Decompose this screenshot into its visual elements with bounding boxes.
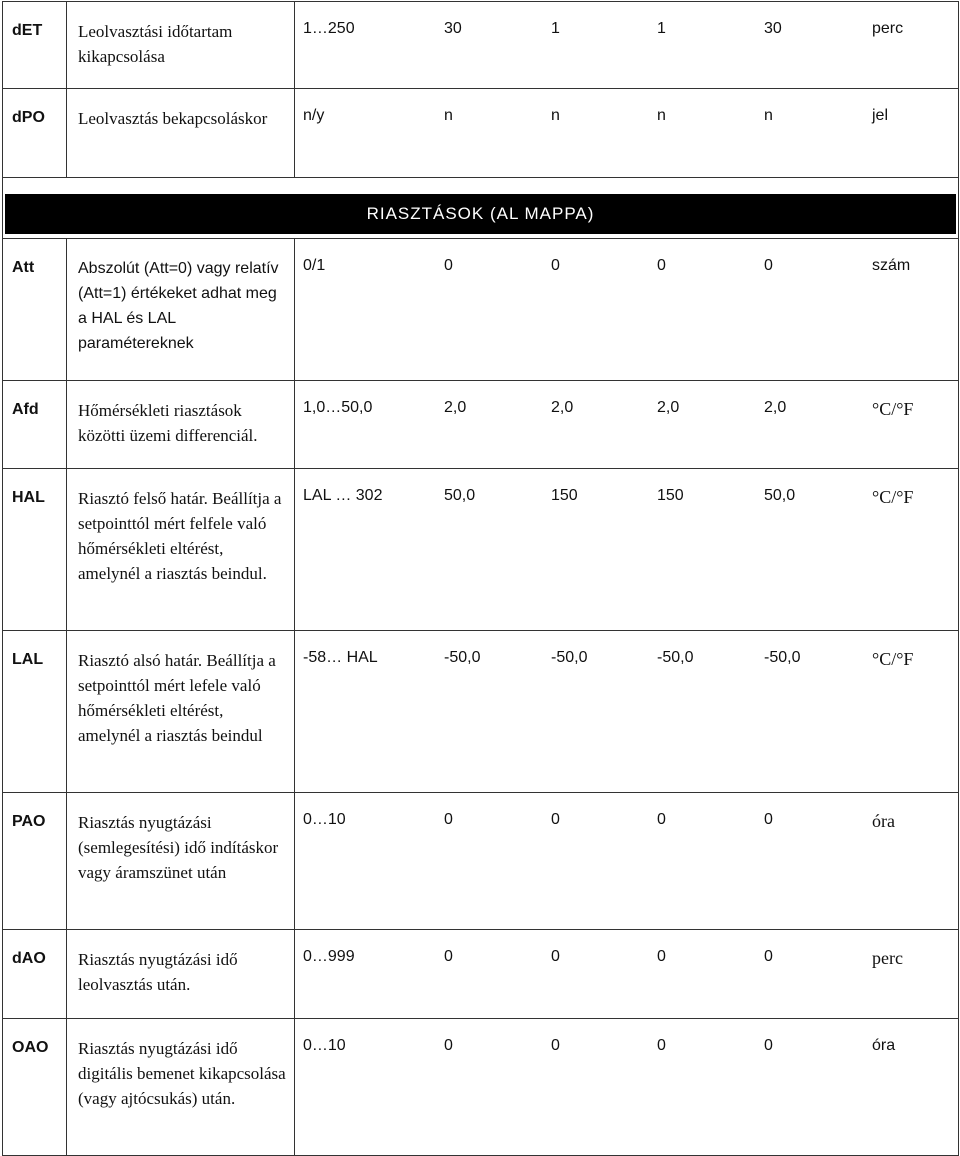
parameter-table <box>2 1 959 1156</box>
param-unit: °C/°F <box>872 649 914 669</box>
param-range: 0…10 <box>303 811 346 828</box>
param-description: Riasztás nyugtázási idő leolvasztás után. <box>67 930 295 1019</box>
param-default-3: 150 <box>657 487 684 504</box>
param-description: Riasztás nyugtázási (semlegesítési) idő indításkor vagy áramszünet után <box>67 793 295 930</box>
param-code: HAL <box>3 469 67 631</box>
param-default-4: 0 <box>764 948 773 965</box>
alarm-rows <box>3 239 959 1156</box>
param-default-4: -50,0 <box>764 649 801 666</box>
values-line <box>295 649 958 673</box>
param-default-2: 0 <box>551 257 560 274</box>
values-line <box>295 948 958 972</box>
top-rows <box>3 2 959 178</box>
table-row <box>3 2 959 89</box>
table-row <box>3 89 959 178</box>
param-values <box>295 930 959 1019</box>
param-range: 0…10 <box>303 1037 346 1054</box>
values-line <box>295 257 958 281</box>
param-default-1: 0 <box>444 948 453 965</box>
param-values <box>295 239 959 381</box>
param-code: LAL <box>3 631 67 793</box>
table-row <box>3 239 959 381</box>
param-description: Leolvasztás bekapcsoláskor <box>67 89 295 178</box>
param-default-1: 50,0 <box>444 487 476 504</box>
param-default-2: 2,0 <box>551 399 574 416</box>
param-description: Abszolút (Att=0) vagy relatív (Att=1) értékeket adhat meg a HAL és LAL paramétereknek <box>67 239 295 381</box>
param-code: OAO <box>3 1019 67 1156</box>
section-band <box>3 178 959 239</box>
table-row <box>3 631 959 793</box>
table-row <box>3 381 959 469</box>
table-row <box>3 1019 959 1156</box>
values-line <box>295 20 958 44</box>
param-default-3: 0 <box>657 948 666 965</box>
param-code: Afd <box>3 381 67 469</box>
param-default-4: 2,0 <box>764 399 787 416</box>
table-row <box>3 793 959 930</box>
param-unit: szám <box>872 257 911 274</box>
param-values <box>295 381 959 469</box>
param-default-3: n <box>657 107 666 124</box>
param-code: dET <box>3 2 67 89</box>
table-row <box>3 930 959 1019</box>
param-code: PAO <box>3 793 67 930</box>
param-values <box>295 89 959 178</box>
param-default-3: 0 <box>657 811 666 828</box>
param-default-4: 30 <box>764 20 782 37</box>
param-code: Att <box>3 239 67 381</box>
values-line <box>295 1037 958 1061</box>
param-default-2: 0 <box>551 948 560 965</box>
param-default-1: 0 <box>444 257 453 274</box>
param-values <box>295 469 959 631</box>
param-default-2: -50,0 <box>551 649 588 666</box>
values-line <box>295 399 958 423</box>
param-values <box>295 631 959 793</box>
section-title: RIASZTÁSOK (AL MAPPA) <box>5 194 956 234</box>
param-default-1: 30 <box>444 20 462 37</box>
param-default-4: 0 <box>764 811 773 828</box>
param-code: dPO <box>3 89 67 178</box>
param-description: Riasztó felső határ. Beállítja a setpointtól mért felfele való hőmérsékleti eltérést, amelynél a riasztás beindul. <box>67 469 295 631</box>
param-range: 0…999 <box>303 948 355 965</box>
param-range: 1…250 <box>303 20 355 37</box>
param-default-2: 150 <box>551 487 578 504</box>
param-default-2: 0 <box>551 1037 560 1054</box>
param-description: Riasztó alsó határ. Beállítja a setpointtól mért lefele való hőmérsékleti eltérést, amelynél a riasztás beindul <box>67 631 295 793</box>
param-default-1: n <box>444 107 453 124</box>
param-default-3: -50,0 <box>657 649 694 666</box>
param-description: Leolvasztási időtartam kikapcsolása <box>67 2 295 89</box>
table-row <box>3 469 959 631</box>
param-unit: óra <box>872 1037 896 1054</box>
section-header <box>3 178 959 239</box>
param-values <box>295 1019 959 1156</box>
param-default-3: 0 <box>657 1037 666 1054</box>
param-default-1: 2,0 <box>444 399 467 416</box>
param-range: LAL … 302 <box>303 487 383 504</box>
param-unit: °C/°F <box>872 487 914 507</box>
param-default-1: -50,0 <box>444 649 481 666</box>
param-range: 1,0…50,0 <box>303 399 373 416</box>
values-line <box>295 107 958 131</box>
param-range: 0/1 <box>303 257 326 274</box>
param-default-3: 0 <box>657 257 666 274</box>
param-description: Riasztás nyugtázási idő digitális bemenet kikapcsolása (vagy ajtócsukás) után. <box>67 1019 295 1156</box>
param-default-4: n <box>764 107 773 124</box>
param-unit: °C/°F <box>872 399 914 419</box>
param-range: n/y <box>303 107 325 124</box>
param-unit: perc <box>872 948 903 968</box>
param-default-3: 2,0 <box>657 399 680 416</box>
param-default-4: 0 <box>764 257 773 274</box>
param-default-4: 50,0 <box>764 487 796 504</box>
param-values <box>295 2 959 89</box>
param-values <box>295 793 959 930</box>
param-range: -58… HAL <box>303 649 378 666</box>
values-line <box>295 811 958 835</box>
param-unit: jel <box>872 107 889 124</box>
param-unit: óra <box>872 811 895 831</box>
param-unit: perc <box>872 20 904 37</box>
param-default-2: 0 <box>551 811 560 828</box>
param-code: dAO <box>3 930 67 1019</box>
param-default-4: 0 <box>764 1037 773 1054</box>
param-default-3: 1 <box>657 20 666 37</box>
values-line <box>295 487 958 511</box>
param-default-1: 0 <box>444 811 453 828</box>
param-description: Hőmérsékleti riasztások közötti üzemi differenciál. <box>67 381 295 469</box>
param-default-2: 1 <box>551 20 560 37</box>
param-default-2: n <box>551 107 560 124</box>
param-default-1: 0 <box>444 1037 453 1054</box>
